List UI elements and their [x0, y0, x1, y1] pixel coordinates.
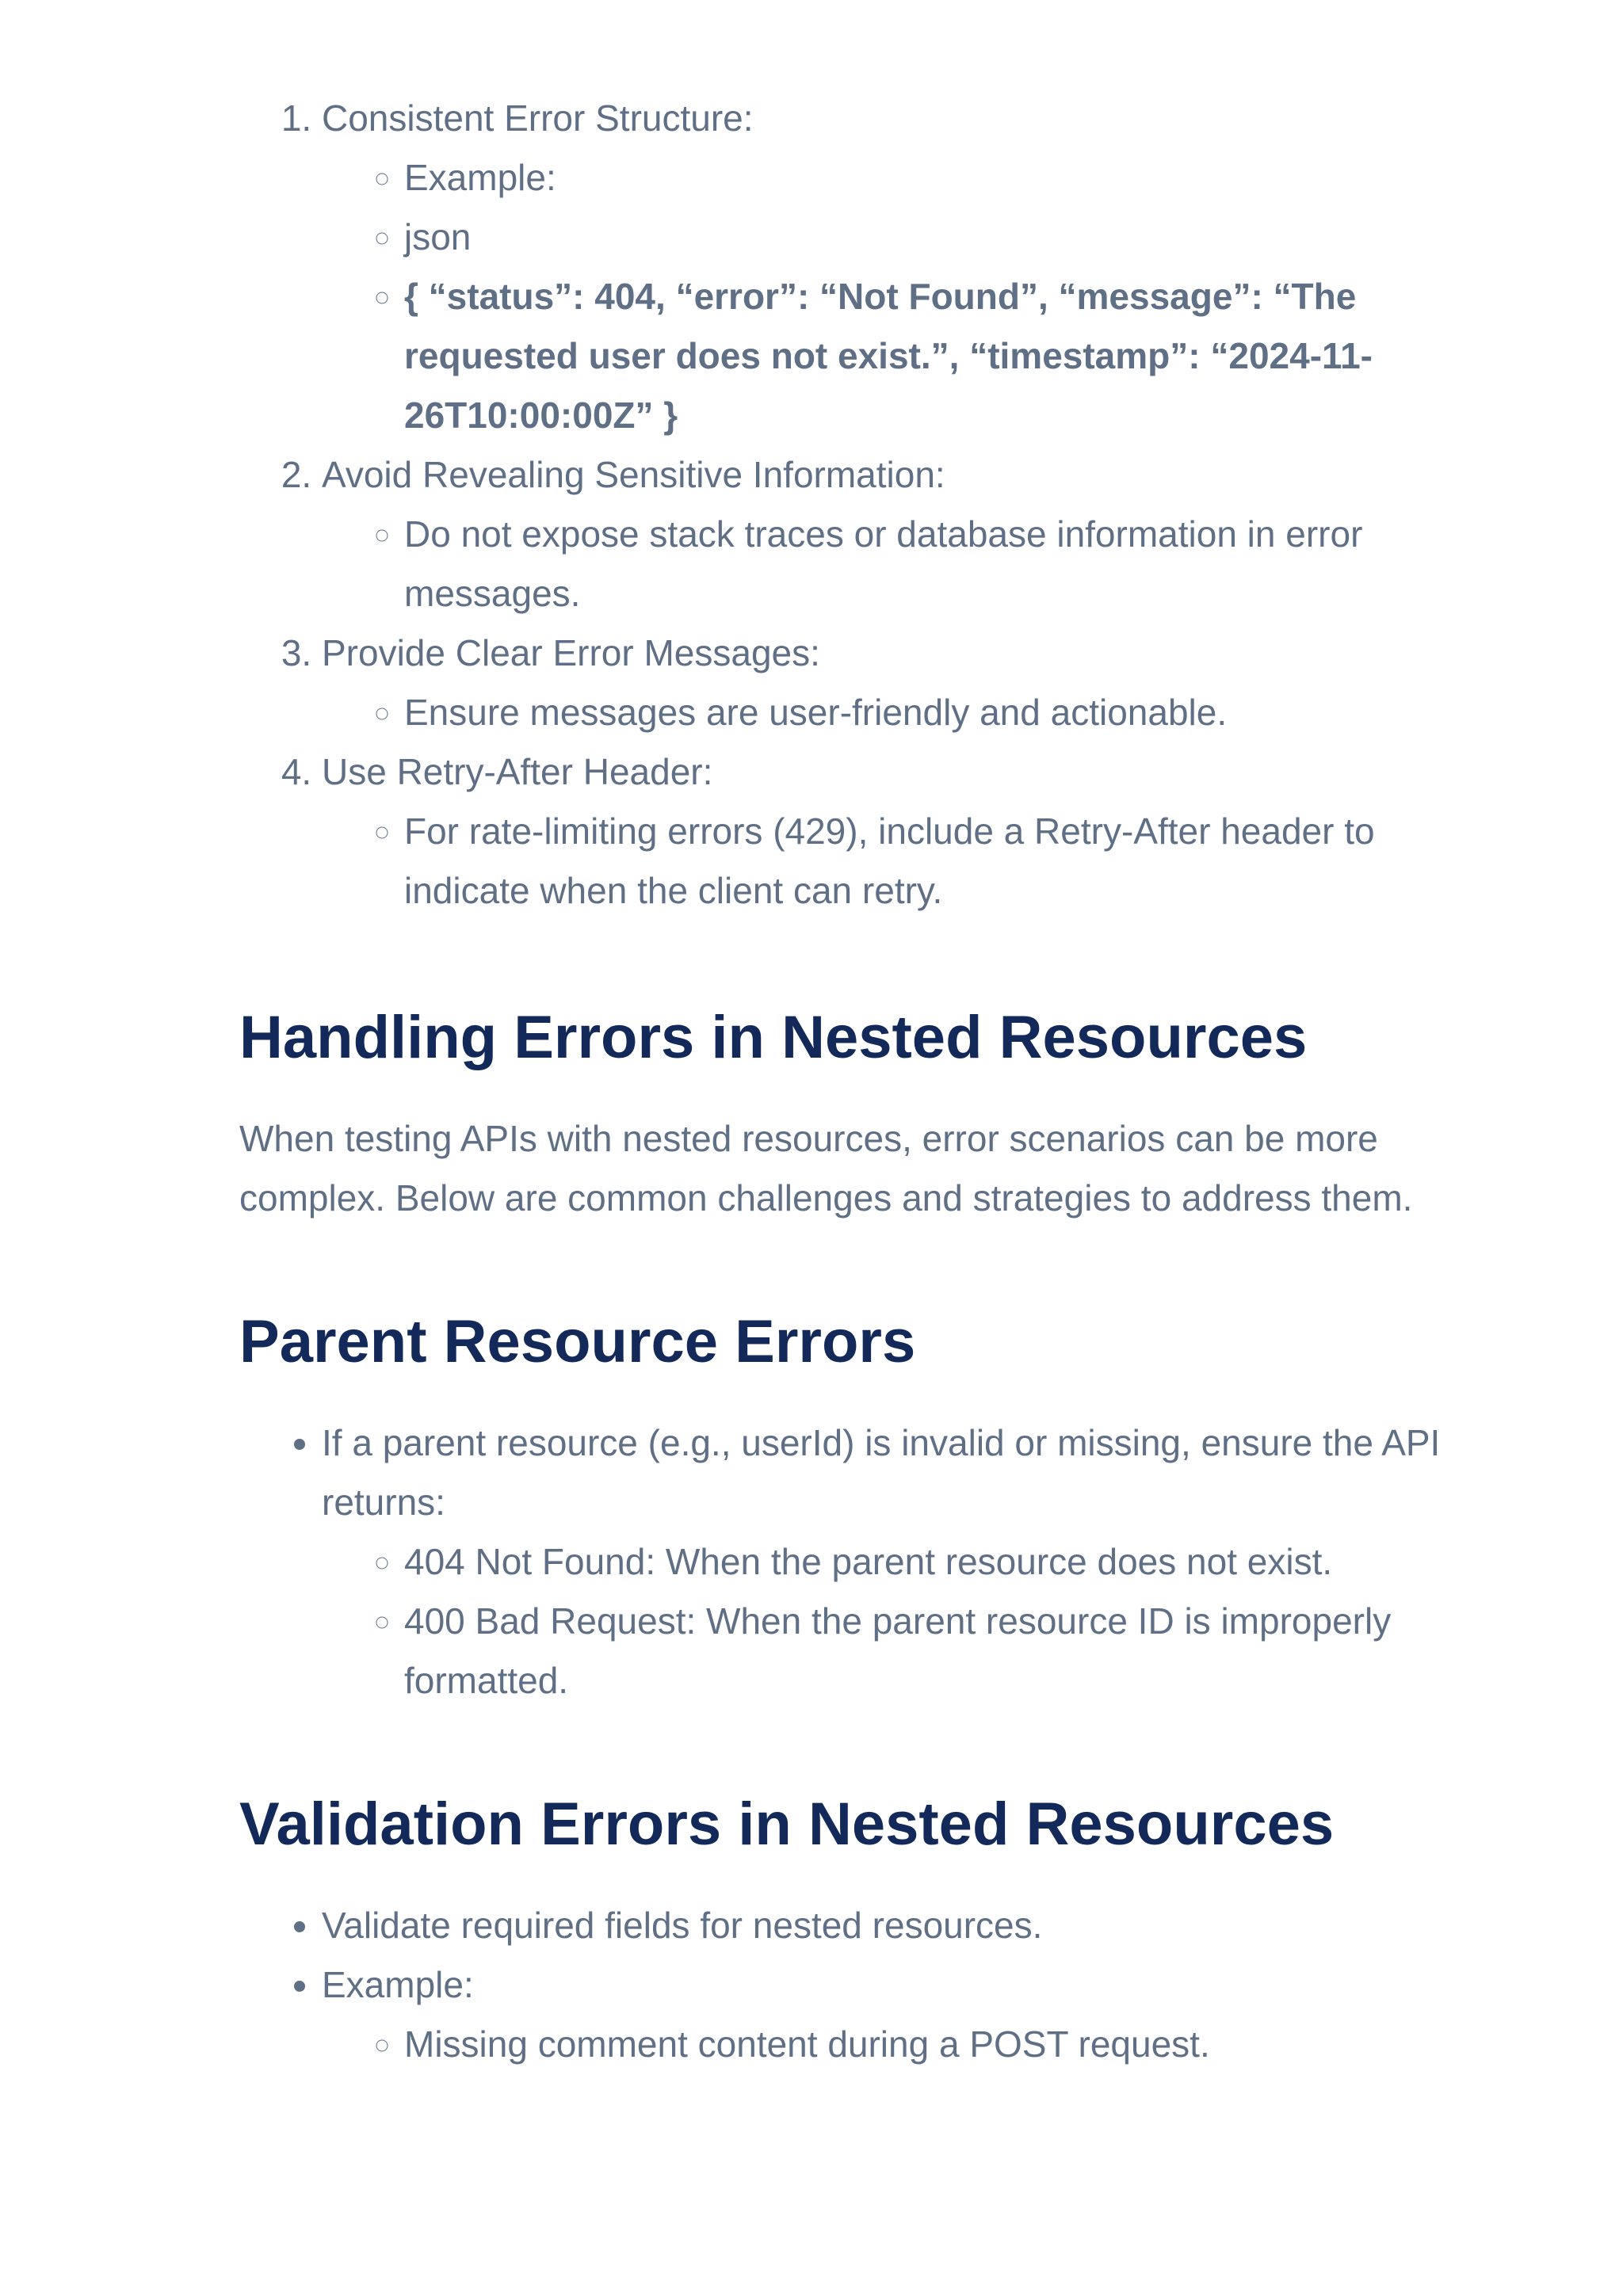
section-paragraph: When testing APIs with nested resources, error scenarios can be more complex. Below are common challenges and strategies to address them. — [239, 1118, 1413, 1219]
error-best-practices-list — [239, 89, 1444, 921]
json-example-text: { “status”: 404, “error”: “Not Found”, “message”: “The requested user does not exist.”, “timestamp”: “2024-11-26T10:00:00Z” } — [404, 276, 1373, 436]
list-item-label: Provide Clear Error Messages: — [322, 632, 820, 673]
list-item-label: Consistent Error Structure: — [322, 97, 754, 139]
sub-list — [322, 683, 1444, 742]
list-item — [322, 1413, 1444, 1711]
list-item — [322, 89, 1444, 445]
validation-errors-list — [239, 1896, 1444, 2074]
sub-list-item — [404, 802, 1444, 921]
sub-list-item-text: Do not expose stack traces or database information in error messages. — [404, 513, 1363, 614]
sub-list-item — [404, 1592, 1444, 1711]
section-heading-handling-errors: Handling Errors in Nested Resources — [239, 1004, 1308, 1071]
sub-list-item-text: json — [404, 216, 472, 257]
sub-list — [322, 148, 1444, 445]
document-content — [239, 89, 1444, 2074]
sub-list-item-text: For rate-limiting errors (429), include a Retry-After header to indicate when the client can retry. — [404, 810, 1375, 911]
sub-list-item-text: Missing comment content during a POST request. — [404, 2023, 1210, 2065]
parent-errors-list — [239, 1413, 1444, 1711]
list-item-label: If a parent resource (e.g., userId) is invalid or missing, ensure the API returns: — [322, 1422, 1441, 1523]
sub-list-item-text: 404 Not Found: When the parent resource does not exist. — [404, 1541, 1333, 1582]
sub-list-item-text: Ensure messages are user-friendly and actionable. — [404, 692, 1228, 733]
sub-list-item — [404, 1532, 1444, 1592]
sub-list-item — [404, 208, 1444, 267]
list-item — [322, 1955, 1444, 2074]
list-item — [322, 624, 1444, 742]
sub-list-item-text: 400 Bad Request: When the parent resource ID is improperly formatted. — [404, 1600, 1392, 1701]
list-item — [322, 445, 1444, 624]
sub-list-item — [404, 505, 1444, 624]
sub-list-item — [404, 2015, 1444, 2074]
sub-list — [322, 802, 1444, 921]
section-heading-validation-errors: Validation Errors in Nested Resources — [239, 1791, 1335, 1858]
sub-list-item — [404, 683, 1444, 742]
sub-list-item — [404, 267, 1444, 445]
list-item-label: Example: — [322, 1964, 474, 2005]
sub-list-item — [404, 148, 1444, 208]
list-item-label: Validate required fields for nested resources. — [322, 1905, 1043, 1946]
list-item-label: Avoid Revealing Sensitive Information: — [322, 454, 945, 495]
sub-list — [322, 505, 1444, 624]
sub-list — [322, 2015, 1444, 2074]
list-item — [322, 742, 1444, 921]
sub-list-item-text: Example: — [404, 157, 556, 198]
sub-list — [322, 1532, 1444, 1711]
list-item-label: Use Retry-After Header: — [322, 751, 713, 792]
list-item — [322, 1896, 1444, 1955]
section-heading-parent-resource-errors: Parent Resource Errors — [239, 1308, 916, 1375]
